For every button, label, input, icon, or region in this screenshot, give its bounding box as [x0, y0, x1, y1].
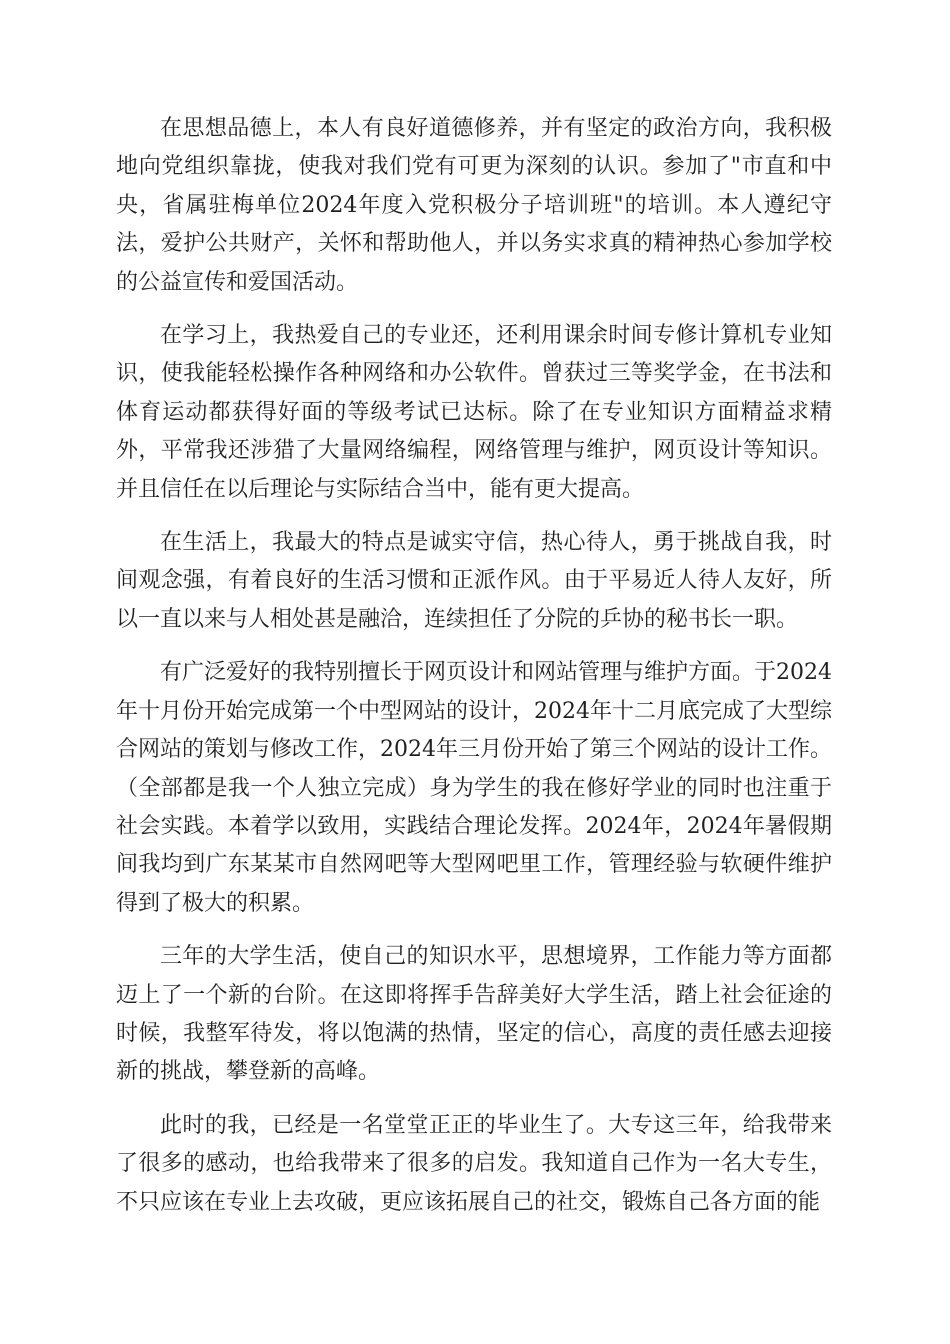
paragraph-ideology: 在思想品德上，本人有良好道德修养，并有坚定的政治方向，我积极地向党组织靠拢，使我对我们党有可更为深刻的认识。参加了"市直和中央，省属驻梅单位2024年度入党积极分子培训班"的培训。本人遵纪守法，爱护公共财产，关怀和帮助他人，并以务实求真的精神热心参加学校的公益宣传和爱国活动。 — [116, 116, 832, 295]
paragraph-life: 在生活上，我最大的特点是诚实守信，热心待人，勇于挑战自我，时间观念强，有着良好的生活习惯和正派作风。由于平易近人待人友好，所以一直以来与人相处甚是融洽，连续担任了分院的乒协的秘书长一职。 — [116, 530, 832, 632]
document-body — [116, 110, 832, 1237]
paragraph-graduate: 此时的我，已经是一名堂堂正正的毕业生了。大专这三年，给我带来了很多的感动，也给我带来了很多的启发。我知道自己作为一名大专生，不只应该在专业上去攻破，更应该拓展自己的社交，锻炼自己各方面的能 — [116, 1112, 832, 1215]
paragraph-study: 在学习上，我热爱自己的专业还，还利用课余时间专修计算机专业知识，使我能轻松操作各种网络和办公软件。曾获过三等奖学金，在书法和体育运动都获得好面的等级考试已达标。除了在专业知识方面精益求精外，平常我还涉猎了大量网络编程，网络管理与维护，网页设计等知识。并且信任在以后理论与实际结合当中，能有更大提高。 — [116, 323, 832, 502]
paragraph-hobbies: 有广泛爱好的我特别擅长于网页设计和网站管理与维护方面。于2024年十月份开始完成第一个中型网站的设计，2024年十二月底完成了大型综合网站的策划与修改工作，2024年三月份开始了第三个网站的设计工作。（全部都是我一个人独立完成）身为学生的我在修好学业的同时也注重于社会实践。本着学以致用，实践结合理论发挥。2024年，2024年暑假期间我均到广东某某市自然网吧等大型网吧里工作，管理经验与软硬件维护得到了极大的积累。 — [116, 660, 832, 916]
paragraph-university-life: 三年的大学生活，使自己的知识水平，思想境界，工作能力等方面都迈上了一个新的台阶。在这即将挥手告辞美好大学生活，踏上社会征途的时候，我整军待发，将以饱满的热情，坚定的信心，高度的责任感去迎接新的挑战，攀登新的高峰。 — [116, 944, 832, 1085]
